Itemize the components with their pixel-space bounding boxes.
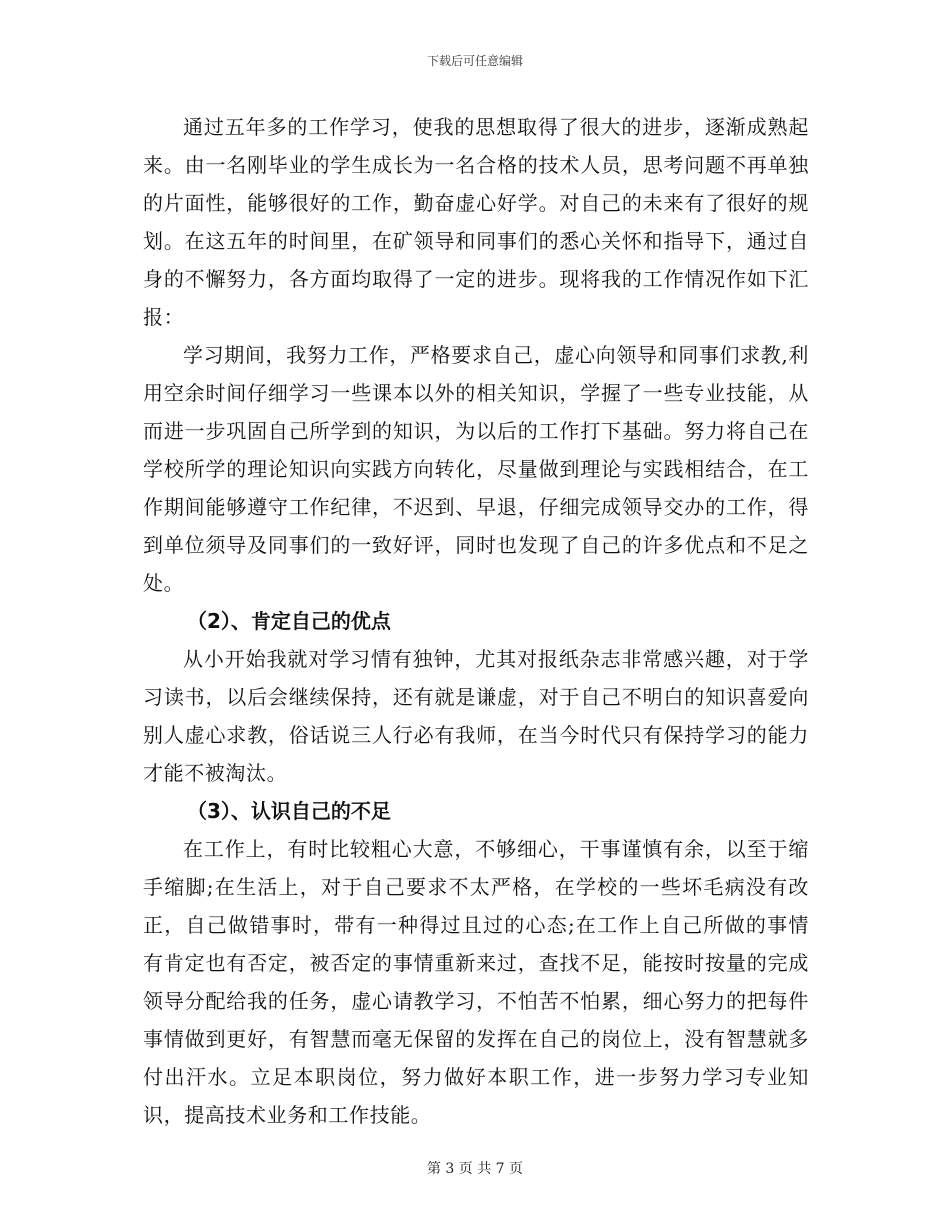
paragraph-strengths: 从小开始我就对学习情有独钟，尤其对报纸杂志非常感兴趣，对于学习读书，以后会继续保持，还有就是谦虚，对于自己不明白的知识喜爱向别人虚心求教，俗话说三人行必有我师，在当今时代只有保持学习的能力才能不被淘汰。 (143, 647, 809, 785)
section-heading-strengths: （2）、肯定自己的优点 (187, 609, 391, 633)
paragraph-work-progress: 通过五年多的工作学习，使我的思想取得了很大的进步，逐渐成熟起来。由一名刚毕业的学生成长为一名合格的技术人员，思考问题不再单独的片面性，能够很好的工作，勤奋虚心好学。对自己的未来有了很好的规划。在这五年的时间里，在矿领导和同事们的悉心关怀和指导下，通过自身的不懈努力，各方面均取得了一定的进步。现将我的工作情况作如下汇报： (143, 115, 809, 329)
page-number: 第 3 页 共 7 页 (426, 1161, 524, 1177)
paragraph-weaknesses: 在工作上，有时比较粗心大意，不够细心，干事谨慎有余，以至于缩手缩脚;在生活上，对于自己要求不太严格，在学校的一些坏毛病没有改正，自己做错事时，带有一种得过且过的心态;在工作上自己所做的事情有肯定也有否定，被否定的事情重新来过，查找不足，能按时按量的完成领导分配给我的任务，虚心请教学习，不怕苦不怕累，细心努力的把每件事情做到更好，有智慧而毫无保留的发挥在自己的岗位上，没有智慧就多付出汗水。立足本职岗位，努力做好本职工作，进一步努力学习专业知识，提高技术业务和工作技能。 (143, 837, 809, 1127)
paragraph-study-period: 学习期间，我努力工作，严格要求自己，虚心向领导和同事们求教,利用空余时间仔细学习一些课本以外的相关知识，学握了一些专业技能，从而进一步巩固自己所学到的知识，为以后的工作打下基础。努力将自己在学校所学的理论知识向实践方向转化，尽量做到理论与实践相结合，在工作期间能够遵守工作纪律，不迟到、早退，仔细完成领导交办的工作，得到单位须导及同事们的一致好评，同时也发现了自己的许多优点和不足之处。 (143, 343, 809, 595)
document-body (143, 108, 809, 1134)
section-heading-weaknesses: （3）、认识自己的不足 (187, 799, 391, 823)
page-header: 下载后可任意编辑 (426, 54, 523, 68)
